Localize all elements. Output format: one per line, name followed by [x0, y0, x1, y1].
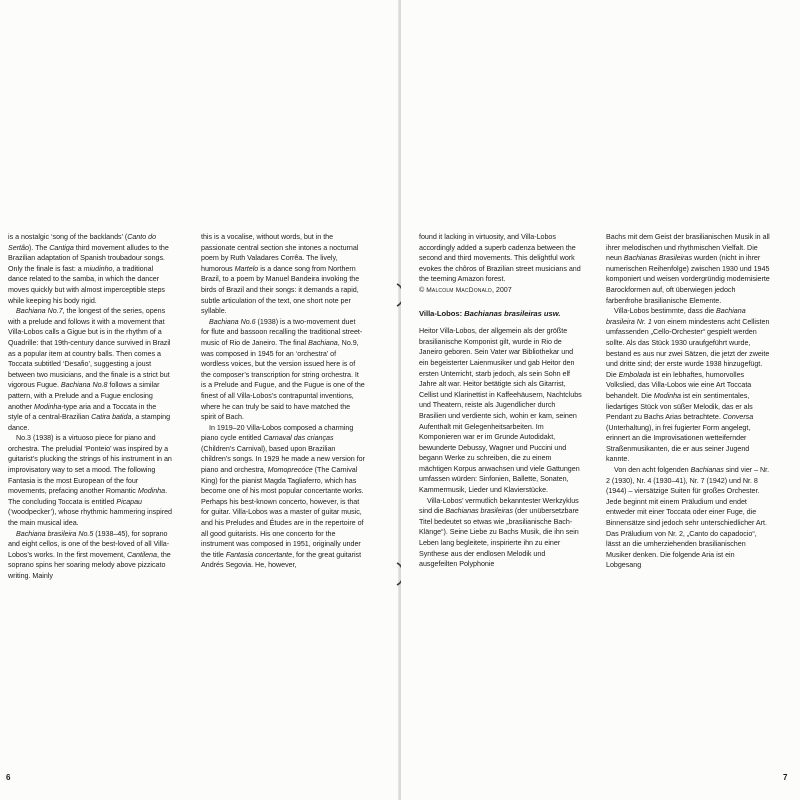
paragraph: Bachiana No.7, the longest of the series, opens with a prelude and follows it with a movement that Villa-Lobos calls a Gigue but is in the rhythm of a Quadrille: that 19th-century dance survived in Brazil as a popular item at country balls. Then comes a Toccata subtitled ‘Desafio’, suggesting a joust between two musicians, and the finale is a strict but vigorous Fugue. Bachiana No.8 follows a similar pattern, with a Prelude and a Fugue enclosing another Modinha-type aria and a Toccata in the style of a central-Brazilian Catira batida, a stamping dance.: [8, 307, 171, 432]
paragraph: Bachs mit dem Geist der brasilianischen Musik in all ihrer melodischen und rhythmischen Vielfalt. Die neun Bachianas Brasileiras wurden (nicht in ihrer numerischen Reihenfolge) zwischen 1930 und 1945 komponiert und weisen vordergründig modernisierte Barockformen auf, oft überwiegen jedoch farbenfrohe brasilianische Elemente.: [606, 233, 770, 305]
paragraph: Villa-Lobos bestimmte, dass die Bachiana brasileira Nr. 1 von einem mindestens acht Cellisten umfassenden „Cello-Orchester“ gespielt werden sollte. Als das Stück 1930 uraufgeführt wurde, bestand es aus nur zwei Sätzen, die jetzt der zweite und dritte sind; der erste wurde 1938 hinzugefügt. Die Embolada ist ein lebhaftes, humorvolles Volkslied, das Villa-Lobos wie eine Art Toccata behandelt. Die Modinha ist ein sentimentales, liedartiges Stück von süßer Melodik, das er als Pendant zu Bachs Arias betrachtete. Conversa (Unterhaltung), in frei fugierter Form angelegt, erinnert an die Improvisationen wetteifernder Straßenmusikanten, die er aus seiner Jugend kannte.: [606, 307, 770, 464]
text-column-1: [8, 232, 172, 582]
paragraph: No.3 (1938) is a virtuoso piece for piano and orchestra. The preludial ‘Ponteio’ was inspired by a guitarist’s plucking the strings of his instrument in an improvisatory way to set a mood. The following Fantasia is the most European of the four movements, prefacing another Romantic Modinha. The concluding Toccata is entitled Picapau (‘woodpecker’), whose rhythmic hammering inspired the main musical idea.: [8, 434, 172, 528]
paragraph: In 1919–20 Villa-Lobos composed a charming piano cycle entitled Carnaval das crianças (Children’s Carnival), based upon Brazilian children’s songs. In 1929 he made a new version for piano and orchestra, Momoprecóce (The Carnival King) for the pianist Magda Tagliaferro, which has become one of his most popular concertante works. Perhaps his best-known concerto, however, is that for guitar. Villa-Lobos was a master of guitar music, and his Preludes and Études are in the repertoire of all good guitarists. His one concerto for the instrument was composed in 1951, originally under the title Fantasia concertante, for the great guitarist Andrés Segovia. He, however,: [201, 423, 365, 570]
paragraph: this is a vocalise, without words, but in the passionate central section she intones a nocturnal poem by Ruth Valadares Corrêa. The lively, humorous Martelo is a dance song from Northern Brazil, to a poem by Manuel Bandeira invoking the birds of Brazil and their songs: it demands a rapid, subtle articulation of the text, one short note per syllable.: [201, 233, 360, 316]
left-page: [0, 0, 399, 800]
paragraph: Von den acht folgenden Bachianas sind vier – Nr. 2 (1930), Nr. 4 (1930–41), Nr. 7 (1942) und Nr. 8 (1944) – viersätzige Suiten für großes Orchester. Jede beginnt mit einem Präludium und endet entweder mit einer Toccata oder einer Fuge, die Binnensätze sind jedoch sehr unterschiedlicher Art. Das Präludium von Nr. 2, „Canto do capadocio“, lässt an die umherziehenden brasilianischen Musiker denken. Die folgende Aria ist ein Lobgesang: [606, 466, 770, 570]
heading-composer: Villa-Lobos:: [419, 308, 465, 318]
right-page: [401, 0, 800, 800]
paragraph: Heitor Villa-Lobos, der allgemein als der größte brasilianische Komponist gilt, wurde in Rio de Janeiro geboren. Sein Vater war Bibliothekar und ein begeisterter Laienmusiker und gab Heitor den ersten Unterricht, starb jedoch, als sein Sohn elf Jahre alt war. Heitor betätigte sich als Gitarrist, Cellist und Klarinettist in Kaffeehäusern, Nachtclubs und Theatern, reiste als Jugendlicher durch Brasilien und verdiente sich, wohin er kam, seinen Aufenthalt mit Gelegenheitsarbeiten. Im Komponieren war er im Grunde Autodidakt, bewunderte Debussy, Wagner und Puccini und begann Werke zu schreiben, die zu einem mächtigen Korpus anwachsen und viele Gattungen umfassen würden: Sinfonien, Ballette, Sonaten, Kammermusik, Lieder und Klavierstücke.: [419, 327, 582, 495]
german-text: [419, 326, 583, 570]
paragraph: Villa-Lobos’ vermutlich bekanntester Werkzyklus sind die Bachianas brasileiras (der unübersetzbare Titel bedeutet so etwas wie „brasilianische Bach-Klänge“). Seine Liebe zu Bachs Musik, die ihn sein Leben lang begleitete, inspirierte ihn zu einer Synthese aus der endlosen Melodik und ausgefeilten Polyphonie: [419, 496, 579, 569]
heading-title: Bachianas brasileiras usw.: [464, 308, 561, 318]
text-column-2: [201, 232, 365, 571]
english-text-ending: [419, 232, 583, 297]
german-section-heading: [419, 309, 583, 320]
text-column-4: [606, 232, 770, 571]
text-column-3: [419, 232, 583, 570]
paragraph: found it lacking in virtuosity, and Villa-Lobos accordingly added a superb cadenza between the second and third movements. This delightful work evokes the chôros of Brazilian street musicians and the teeming Amazon forest.: [419, 233, 581, 284]
paragraph: Bachiana No.6 (1938) is a two-movement duet for flute and bassoon recalling the traditional street-music of Rio de Janeiro. The final Bachiana, No.9, was composed in 1945 for an ‘orchestra’ of wordless voices, but the version issued here is of the composer’s transcription for string orchestra. It is a Prelude and Fugue, and the Fugue is one of the finest of all Villa-Lobos’s contrapuntal inventions, where he can truly be said to have matched the spirit of Bach.: [201, 317, 365, 422]
paragraph: Bachiana brasileira No.5 (1938–45), for soprano and eight cellos, is one of the best-loved of all Villa-Lobos’s works. In the first movement, Cantilena, the soprano spins her soaring melody above pizzicato writing. Mainly: [8, 529, 171, 580]
paragraph: © Malcolm MacDonald, 2007: [419, 285, 512, 294]
page-number-right: 7: [783, 773, 788, 782]
paragraph: is a nostalgic ‘song of the backlands’ (Canto do Sertão). The Cantiga third movement alludes to the Brazilian adaptation of Spanish troubadour songs. Only the finale is fast: a miudinho, a traditional dance related to the samba, in which the dancer moves quickly but with almost imperceptible steps while keeping his body rigid.: [8, 233, 169, 305]
page-number-left: 6: [6, 773, 11, 782]
